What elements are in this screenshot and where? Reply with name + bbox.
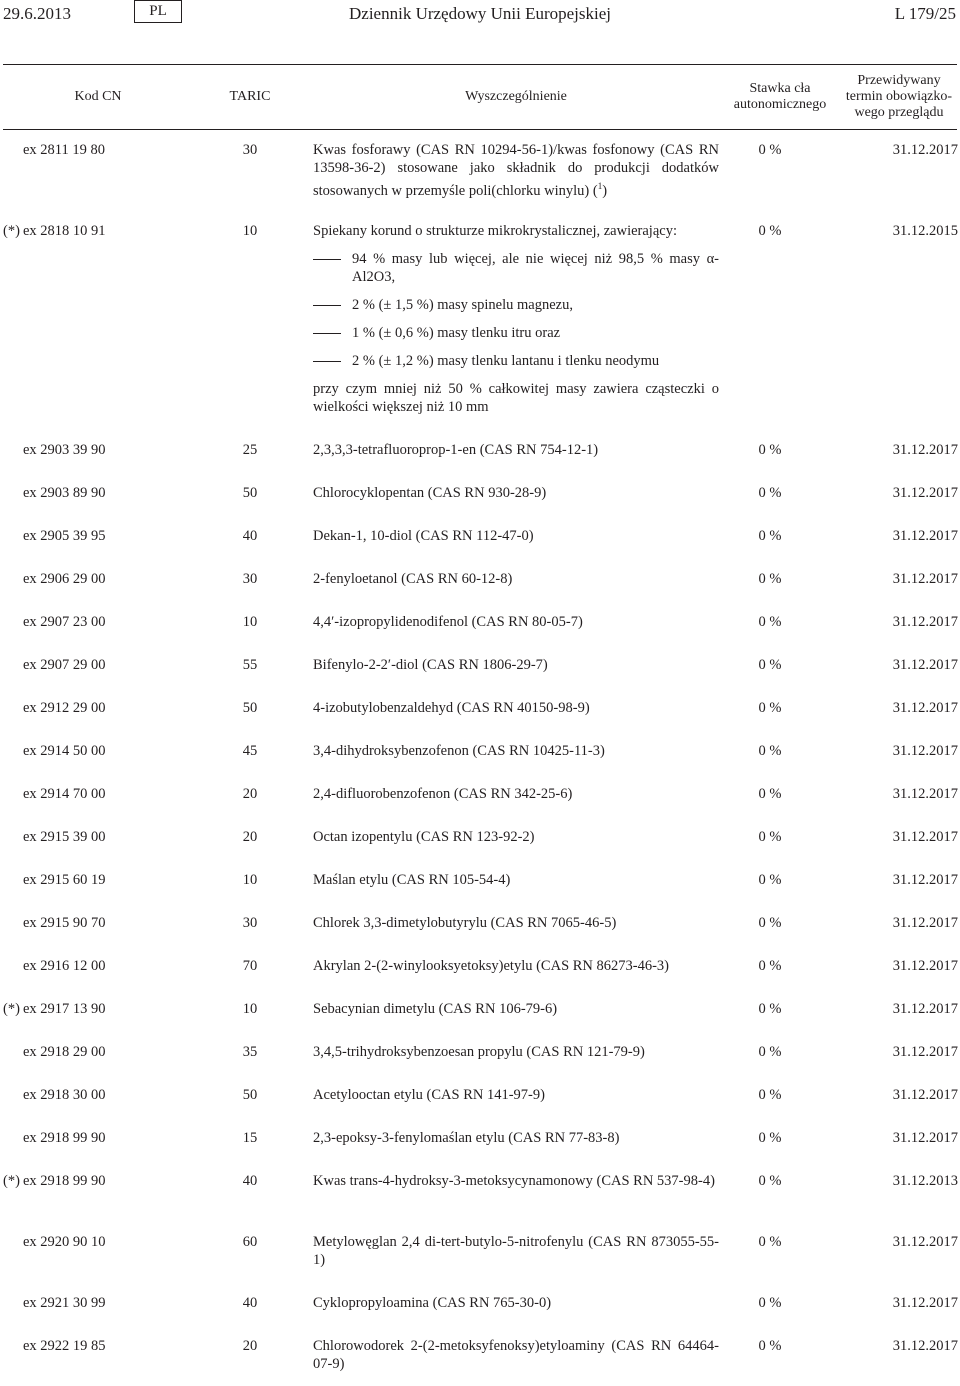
taric-code: 50 xyxy=(242,485,258,501)
taric-code: 20 xyxy=(242,786,258,802)
description-text: Bifenylo-2-2′-diol (CAS RN 1806-29-7) xyxy=(313,657,548,673)
description-text-end: ) xyxy=(602,182,608,199)
running-header xyxy=(0,0,960,28)
description-text: 2,3-epoksy-3-fenylomaślan etylu (CAS RN 77-83-8) xyxy=(313,1130,620,1146)
table-row xyxy=(0,570,960,613)
taric-code: 10 xyxy=(242,1001,258,1017)
table-row xyxy=(0,222,960,441)
taric-code: 35 xyxy=(242,1044,258,1060)
col-header-rate: Stawka cła autonomicznego xyxy=(733,81,827,112)
indent-item xyxy=(313,324,719,342)
description xyxy=(313,1000,719,1018)
description xyxy=(313,527,719,545)
col-header-review-date: Przewidywany termin obowiązko- wego przeglądu xyxy=(845,73,953,120)
description xyxy=(313,699,719,717)
table-row xyxy=(0,1337,960,1380)
description xyxy=(313,1337,719,1373)
description xyxy=(313,1294,719,1312)
indent-item-text: 2 % (± 1,5 %) masy spinelu magnezu, xyxy=(352,297,573,313)
review-date: 31.12.2017 xyxy=(892,915,958,931)
table-header-rule xyxy=(3,129,957,130)
description-text: Chlorocyklopentan (CAS RN 930-28-9) xyxy=(313,485,547,501)
description xyxy=(313,1043,719,1061)
taric-code: 45 xyxy=(242,743,258,759)
duty-rate: 0 % xyxy=(758,1173,782,1189)
table-row xyxy=(0,1294,960,1337)
duty-rate: 0 % xyxy=(758,1234,782,1250)
review-date: 31.12.2017 xyxy=(892,872,958,888)
journal-title: Dziennik Urzędowy Unii Europejskiej xyxy=(349,4,612,23)
taric-code: 55 xyxy=(242,657,258,673)
indent-item-text: 94 % masy lub więcej, ale nie więcej niż 98,5 % masy α-Al2O3, xyxy=(352,251,719,285)
dash-marker xyxy=(313,333,341,334)
description-text: Sebacynian dimetylu (CAS RN 106-79-6) xyxy=(313,1001,558,1017)
cn-code: ex 2918 99 90 xyxy=(23,1173,106,1189)
table-row xyxy=(0,742,960,785)
description xyxy=(313,1086,719,1104)
taric-code: 40 xyxy=(242,528,258,544)
review-date: 31.12.2017 xyxy=(892,1234,958,1250)
cn-code: ex 2912 29 00 xyxy=(23,700,106,716)
taric-code: 50 xyxy=(242,1087,258,1103)
duty-rate: 0 % xyxy=(758,1295,782,1311)
dash-marker xyxy=(313,305,341,306)
footnote-ref: 1 xyxy=(597,181,603,191)
review-date: 31.12.2017 xyxy=(892,442,958,458)
col-header-cn: Kod CN xyxy=(74,89,122,104)
table-row xyxy=(0,484,960,527)
amendment-marker: (*) xyxy=(3,1001,20,1017)
cn-code: ex 2914 50 00 xyxy=(23,743,106,759)
description-tail: przy czym mniej niż 50 % całkowitej masy zawiera cząsteczki o wielkości większej niż 10 mm xyxy=(313,381,719,415)
cn-code: ex 2916 12 00 xyxy=(23,958,106,974)
description-text: 2,4-difluorobenzofenon (CAS RN 342-25-6) xyxy=(313,786,573,802)
description xyxy=(313,914,719,932)
review-date: 31.12.2017 xyxy=(892,571,958,587)
description-text: 4-izobutylobenzaldehyd (CAS RN 40150-98-9) xyxy=(313,700,590,716)
taric-code: 10 xyxy=(242,223,258,239)
table-row xyxy=(0,1129,960,1172)
indent-item-text: 1 % (± 0,6 %) masy tlenku itru oraz xyxy=(352,325,561,341)
duty-rate: 0 % xyxy=(758,571,782,587)
duty-rate: 0 % xyxy=(758,829,782,845)
review-date: 31.12.2017 xyxy=(892,700,958,716)
description xyxy=(313,871,719,889)
review-date: 31.12.2017 xyxy=(892,528,958,544)
cn-code: ex 2907 23 00 xyxy=(23,614,106,630)
review-date: 31.12.2017 xyxy=(892,1044,958,1060)
duty-rate: 0 % xyxy=(758,142,782,158)
duty-rate: 0 % xyxy=(758,1044,782,1060)
review-date: 31.12.2015 xyxy=(892,223,958,239)
dash-marker xyxy=(313,361,341,362)
taric-code: 15 xyxy=(242,1130,258,1146)
indent-item-text: 2 % (± 1,2 %) masy tlenku lantanu i tlenku neodymu xyxy=(352,353,660,369)
table-row xyxy=(0,699,960,742)
duty-rate: 0 % xyxy=(758,786,782,802)
description-text: Acetylooctan etylu (CAS RN 141-97-9) xyxy=(313,1087,545,1103)
description-text: Spiekany korund o strukturze mikrokrystalicznej, zawierający: xyxy=(313,223,677,239)
cn-code: ex 2917 13 90 xyxy=(23,1001,106,1017)
duty-rate: 0 % xyxy=(758,223,782,239)
duty-rate: 0 % xyxy=(758,485,782,501)
description xyxy=(313,742,719,760)
duty-rate: 0 % xyxy=(758,442,782,458)
amendment-marker: (*) xyxy=(3,223,20,239)
description xyxy=(313,957,719,975)
description-text: Akrylan 2-(2-winylooksyetoksy)etylu (CAS RN 86273-46-3) xyxy=(313,958,670,974)
table-row xyxy=(0,527,960,570)
cn-code: ex 2905 39 95 xyxy=(23,528,106,544)
table-row xyxy=(0,441,960,484)
taric-code: 20 xyxy=(242,829,258,845)
review-date: 31.12.2017 xyxy=(892,829,958,845)
description-text: Cyklopropyloamina (CAS RN 765-30-0) xyxy=(313,1295,552,1311)
language-badge: PL xyxy=(134,0,182,23)
table-body xyxy=(0,141,960,1380)
taric-code: 50 xyxy=(242,700,258,716)
taric-code: 30 xyxy=(242,571,258,587)
taric-code: 20 xyxy=(242,1338,258,1354)
table-row xyxy=(0,613,960,656)
description xyxy=(313,828,719,846)
description-text: Chlorowodorek 2-(2-metoksyfenoksy)etyloaminy (CAS RN 64464-07-9) xyxy=(313,1338,719,1372)
cn-code: ex 2922 19 85 xyxy=(23,1338,106,1354)
indent-item xyxy=(313,352,719,370)
duty-rate: 0 % xyxy=(758,1087,782,1103)
description xyxy=(313,141,719,200)
description-text: Kwas trans-4-hydroksy-3-metoksycynamonowy (CAS RN 537-98-4) xyxy=(313,1173,715,1189)
cn-code: ex 2907 29 00 xyxy=(23,657,106,673)
review-date: 31.12.2017 xyxy=(892,485,958,501)
cn-code: ex 2906 29 00 xyxy=(23,571,106,587)
duty-rate: 0 % xyxy=(758,915,782,931)
review-date: 31.12.2017 xyxy=(892,1295,958,1311)
table-row xyxy=(0,871,960,914)
description-text: Kwas fosforawy (CAS RN 10294-56-1)/kwas fosfonowy (CAS RN 13598-36-2) stosowane jako składnik do produkcji dodatków stosowanych w przemyśle poli(chlorku winylu) ( xyxy=(313,142,719,199)
table-row xyxy=(0,1233,960,1294)
page-reference: L 179/25 xyxy=(894,4,956,23)
cn-code: ex 2903 89 90 xyxy=(23,485,106,501)
description xyxy=(313,222,719,416)
review-date: 31.12.2017 xyxy=(892,142,958,158)
taric-code: 30 xyxy=(242,915,258,931)
description xyxy=(313,1129,719,1147)
review-date: 31.12.2013 xyxy=(892,1173,958,1189)
duty-rate: 0 % xyxy=(758,1130,782,1146)
duty-rate: 0 % xyxy=(758,657,782,673)
description-text: 2-fenyloetanol (CAS RN 60-12-8) xyxy=(313,571,513,587)
review-date: 31.12.2017 xyxy=(892,958,958,974)
cn-code: ex 2918 30 00 xyxy=(23,1087,106,1103)
taric-code: 10 xyxy=(242,872,258,888)
cn-code: ex 2811 19 80 xyxy=(23,142,106,158)
duty-rate: 0 % xyxy=(758,743,782,759)
cn-code: ex 2818 10 91 xyxy=(23,223,106,239)
table-row xyxy=(0,828,960,871)
table-row xyxy=(0,656,960,699)
table-row xyxy=(0,1000,960,1043)
description xyxy=(313,441,719,459)
description-text: 4,4′-izopropylidenodifenol (CAS RN 80-05-7) xyxy=(313,614,583,630)
description-text: Chlorek 3,3-dimetylobutyrylu (CAS RN 7065-46-5) xyxy=(313,915,617,931)
table-row xyxy=(0,1172,960,1233)
description xyxy=(313,785,719,803)
duty-rate: 0 % xyxy=(758,614,782,630)
description-text: Octan izopentylu (CAS RN 123-92-2) xyxy=(313,829,535,845)
taric-code: 60 xyxy=(242,1234,258,1250)
description xyxy=(313,656,719,674)
table-header xyxy=(0,64,960,129)
table-row xyxy=(0,1086,960,1129)
cn-code: ex 2903 39 90 xyxy=(23,442,106,458)
table-row xyxy=(0,141,960,222)
cn-code: ex 2920 90 10 xyxy=(23,1234,106,1250)
review-date: 31.12.2017 xyxy=(892,786,958,802)
description-text: Dekan-1, 10-diol (CAS RN 112-47-0) xyxy=(313,528,534,544)
table-row xyxy=(0,1043,960,1086)
taric-code: 40 xyxy=(242,1173,258,1189)
cn-code: ex 2915 90 70 xyxy=(23,915,106,931)
duty-rate: 0 % xyxy=(758,528,782,544)
duty-rate: 0 % xyxy=(758,1338,782,1354)
review-date: 31.12.2017 xyxy=(892,614,958,630)
table-row xyxy=(0,914,960,957)
col-header-taric: TARIC xyxy=(229,89,271,104)
description-text: Maślan etylu (CAS RN 105-54-4) xyxy=(313,872,511,888)
review-date: 31.12.2017 xyxy=(892,743,958,759)
col-header-description: Wyszczególnienie xyxy=(465,89,567,104)
taric-code: 40 xyxy=(242,1295,258,1311)
cn-code: ex 2918 29 00 xyxy=(23,1044,106,1060)
duty-rate: 0 % xyxy=(758,1001,782,1017)
review-date: 31.12.2017 xyxy=(892,657,958,673)
description xyxy=(313,1233,719,1269)
review-date: 31.12.2017 xyxy=(892,1130,958,1146)
amendment-marker: (*) xyxy=(3,1173,20,1189)
cn-code: ex 2921 30 99 xyxy=(23,1295,106,1311)
description xyxy=(313,570,719,588)
review-date: 31.12.2017 xyxy=(892,1001,958,1017)
table-row xyxy=(0,785,960,828)
duty-rate: 0 % xyxy=(758,958,782,974)
duty-rate: 0 % xyxy=(758,872,782,888)
description xyxy=(313,1172,719,1190)
dash-marker xyxy=(313,259,341,260)
duty-rate: 0 % xyxy=(758,700,782,716)
indent-item xyxy=(313,250,719,286)
description xyxy=(313,613,719,631)
description-text: 2,3,3,3-tetrafluoroprop-1-en (CAS RN 754-12-1) xyxy=(313,442,599,458)
indent-item xyxy=(313,296,719,314)
taric-code: 70 xyxy=(242,958,258,974)
table-row xyxy=(0,957,960,1000)
taric-code: 30 xyxy=(242,142,258,158)
cn-code: ex 2915 60 19 xyxy=(23,872,106,888)
review-date: 31.12.2017 xyxy=(892,1338,958,1354)
taric-code: 25 xyxy=(242,442,258,458)
publication-date: 29.6.2013 xyxy=(3,4,71,23)
taric-code: 10 xyxy=(242,614,258,630)
review-date: 31.12.2017 xyxy=(892,1087,958,1103)
description-text: 3,4,5-trihydroksybenzoesan propylu (CAS RN 121-79-9) xyxy=(313,1044,645,1060)
description-text: 3,4-dihydroksybenzofenon (CAS RN 10425-11-3) xyxy=(313,743,605,759)
cn-code: ex 2915 39 00 xyxy=(23,829,106,845)
cn-code: ex 2914 70 00 xyxy=(23,786,106,802)
description xyxy=(313,484,719,502)
cn-code: ex 2918 99 90 xyxy=(23,1130,106,1146)
description-text: Metylowęglan 2,4 di-tert-butylo-5-nitrofenylu (CAS RN 873055-55-1) xyxy=(313,1234,719,1268)
